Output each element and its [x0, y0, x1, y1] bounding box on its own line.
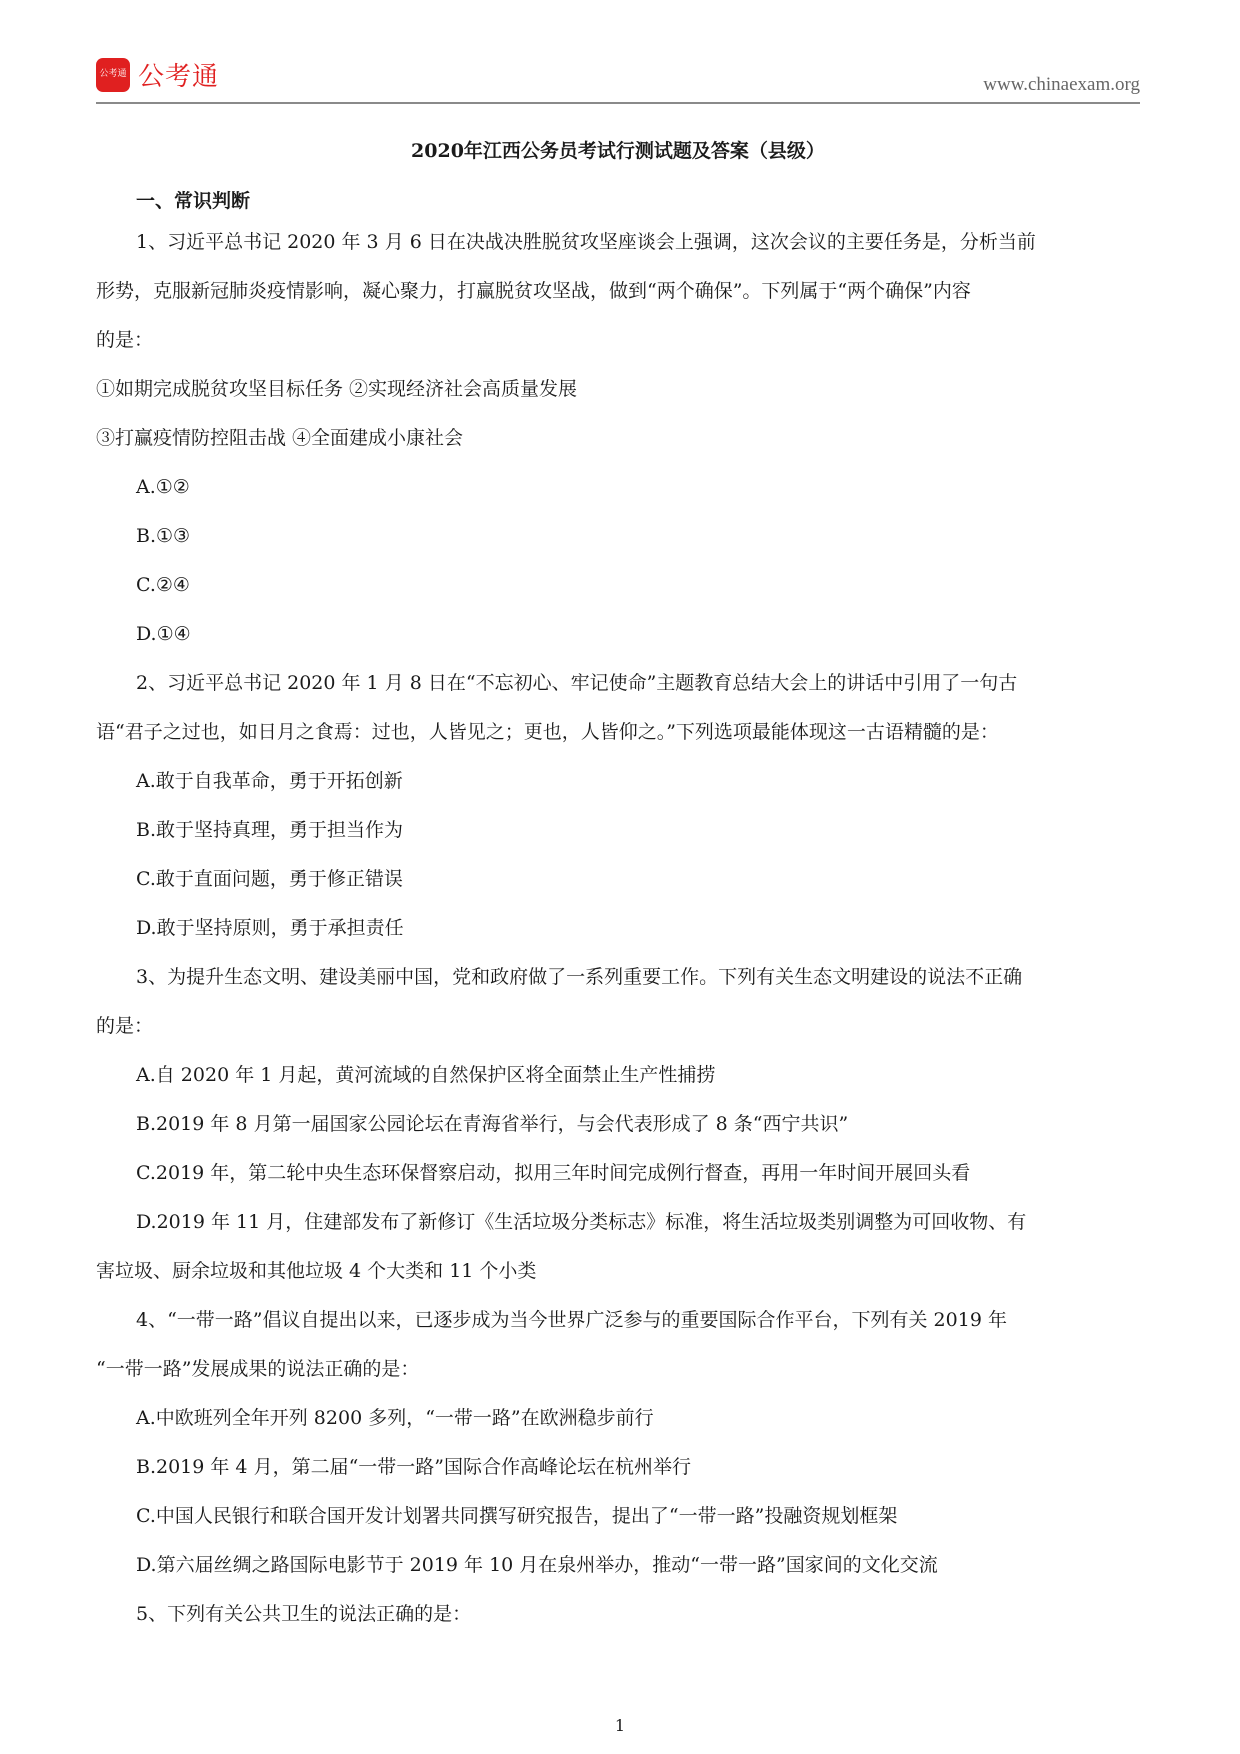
answer-option: C.②④	[136, 574, 190, 596]
answer-option: D.2019 年 11 月，住建部发布了新修订《生活垃圾分类标志》标准，将生活垃圾类别调整为可回收物、有	[136, 1211, 1027, 1233]
question-5	[96, 1590, 1140, 1639]
question-stem-line: 形势，克服新冠肺炎疫情影响，凝心聚力，打赢脱贫攻坚战，做到“两个确保”。下列属于“两个确保”内容	[96, 280, 971, 302]
answer-option: A.中欧班列全年开列 8200 多列，“一带一路”在欧洲稳步前行	[136, 1407, 654, 1429]
question-stem-line: 语“君子之过也，如日月之食焉：过也，人皆见之；更也，人皆仰之。”下列选项最能体现这一古语精髓的是：	[96, 721, 999, 743]
logo-badge-icon: 公考通	[96, 58, 130, 92]
question-1	[96, 218, 1140, 659]
answer-option: A.①②	[136, 476, 190, 498]
question-item-line: ①如期完成脱贫攻坚目标任务 ②实现经济社会高质量发展	[96, 378, 578, 400]
question-stem-line: 1、习近平总书记 2020 年 3 月 6 日在决战决胜脱贫攻坚座谈会上强调，这次会议的主要任务是，分析当前	[136, 231, 1036, 253]
answer-option: B.2019 年 8 月第一届国家公园论坛在青海省举行，与会代表形成了 8 条“西宁共识”	[136, 1113, 849, 1135]
site-url: www.chinaexam.org	[983, 74, 1140, 95]
answer-option: C.中国人民银行和联合国开发计划署共同撰写研究报告，提出了“一带一路”投融资规划框架	[136, 1505, 898, 1527]
question-list	[96, 218, 1140, 1639]
page-number: 1	[614, 1716, 626, 1735]
logo-text: 公考通	[138, 62, 220, 92]
logo	[96, 56, 219, 93]
answer-option: B.敢于坚持真理，勇于担当作为	[136, 819, 404, 841]
answer-option: C.敢于直面问题，勇于修正错误	[136, 868, 403, 890]
document-body	[96, 134, 1140, 1639]
answer-option: B.2019 年 4 月，第二届“一带一路”国际合作高峰论坛在杭州举行	[136, 1456, 691, 1478]
answer-option: A.自 2020 年 1 月起，黄河流域的自然保护区将全面禁止生产性捕捞	[136, 1064, 716, 1086]
question-stem-line: “一带一路”发展成果的说法正确的是：	[96, 1358, 420, 1380]
answer-option: A.敢于自我革命，勇于开拓创新	[136, 770, 403, 792]
question-stem-line: 的是：	[96, 1015, 154, 1037]
answer-option: D.第六届丝绸之路国际电影节于 2019 年 10 月在泉州举办，推动“一带一路”国家间的文化交流	[136, 1554, 938, 1576]
answer-option: D.敢于坚持原则，勇于承担责任	[136, 917, 404, 939]
question-stem-line: 的是：	[96, 329, 154, 351]
question-stem-line: 4、“一带一路”倡议自提出以来，已逐步成为当今世界广泛参与的重要国际合作平台，下列有关 2019 年	[136, 1309, 1007, 1331]
page-header	[96, 56, 1140, 104]
question-2	[96, 659, 1140, 953]
answer-option: 害垃圾、厨余垃圾和其他垃圾 4 个大类和 11 个小类	[96, 1260, 537, 1282]
question-item-line: ③打赢疫情防控阻击战 ④全面建成小康社会	[96, 427, 464, 449]
question-stem-line: 3、为提升生态文明、建设美丽中国，党和政府做了一系列重要工作。下列有关生态文明建设的说法不正确	[136, 966, 1023, 988]
answer-option: B.①③	[136, 525, 191, 547]
answer-option: D.①④	[136, 623, 191, 645]
question-stem-line: 2、习近平总书记 2020 年 1 月 8 日在“不忘初心、牢记使命”主题教育总结大会上的讲话中引用了一句古	[136, 672, 1018, 694]
section-heading: 一、常识判断	[136, 190, 251, 212]
question-stem-line: 5、下列有关公共卫生的说法正确的是：	[136, 1603, 472, 1625]
document-title: 2020年江西公务员考试行测试题及答案（县级）	[411, 140, 825, 162]
question-4	[96, 1296, 1140, 1590]
answer-option: C.2019 年，第二轮中央生态环保督察启动，拟用三年时间完成例行督查，再用一年时间开展回头看	[136, 1162, 971, 1184]
question-3	[96, 953, 1140, 1296]
